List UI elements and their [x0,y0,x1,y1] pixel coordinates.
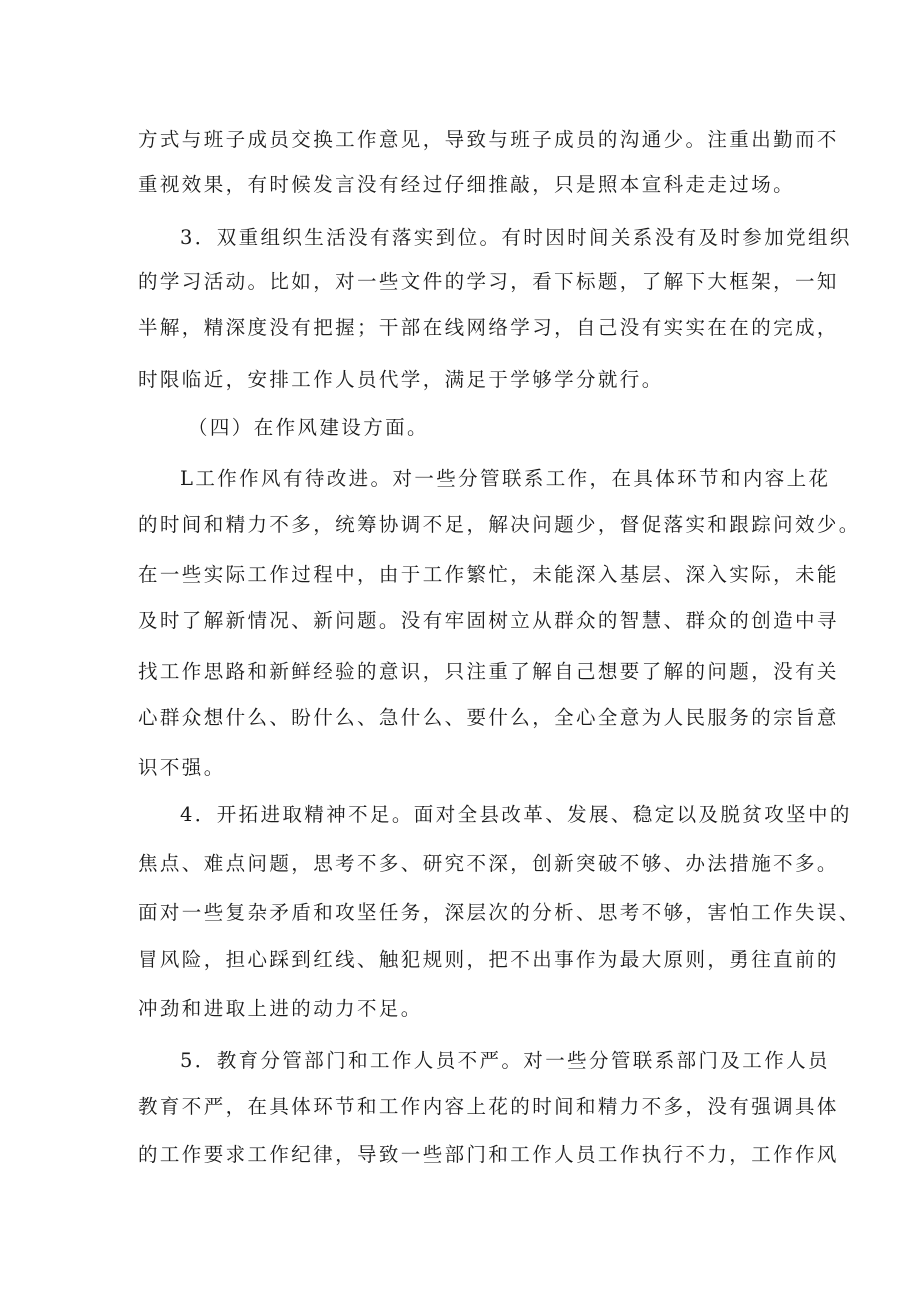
text-line: 方式与班子成员交换工作意见，导致与班子成员的沟通少。注重出勤而不 [138,128,839,151]
text-line: 的工作要求工作纪律，导致一些部门和工作人员工作执行不力，工作作风 [138,1143,839,1166]
text-line: 面对一些复杂矛盾和攻坚任务，深层次的分析、思考不够，害怕工作失误、 [138,901,861,924]
section-heading: （四）在作风建设方面。 [188,416,429,439]
text-line: 时限临近，安排工作人员代学，满足于学够学分就行。 [138,368,664,391]
text-line: 焦点、难点问题，思考不多、研究不深，创新突破不够、办法措施不多。 [138,852,839,875]
paragraph-4-start: 4．开拓进取精神不足。面对全县改革、发展、稳定以及脱贫攻坚中的 [180,803,852,826]
text-line: 重视效果，有时候发言没有经过仔细推敲，只是照本宣科走走过场。 [138,173,796,196]
paragraph-1-start: L工作作风有待改进。对一些分管联系工作，在具体环节和内容上花 [180,467,831,490]
text-line: 及时了解新情况、新问题。没有牢固树立从群众的智慧、群众的创造中寻 [138,609,839,632]
text-line: 教育不严，在具体环节和工作内容上花的时间和精力不多，没有强调具体 [138,1095,839,1118]
text-line: 冲劲和进取上进的动力不足。 [138,997,423,1020]
text-line: 的学习活动。比如，对一些文件的学习，看下标题，了解下大框架，一知 [138,270,839,293]
text-line: 在一些实际工作过程中，由于工作繁忙，未能深入基层、深入实际，未能 [138,563,839,586]
paragraph-3-start: 3．双重组织生活没有落实到位。有时因时间关系没有及时参加党组织 [180,226,852,249]
text-line: 的时间和精力不多，统筹协调不足，解决问题少，督促落实和跟踪问效少。 [138,513,861,536]
text-line: 半解，精深度没有把握；干部在线网络学习，自己没有实实在在的完成， [138,316,839,339]
text-line: 识不强。 [138,756,226,779]
text-line: 找工作思路和新鲜经验的意识，只注重了解自己想要了解的问题，没有关 [138,660,839,683]
paragraph-5-start: 5．教育分管部门和工作人员不严。对一些分管联系部门及工作人员 [180,1049,830,1072]
text-line: 心群众想什么、盼什么、急什么、要什么，全心全意为人民服务的宗旨意 [138,706,839,729]
text-line: 冒风险，担心踩到红线、触犯规则，把不出事作为最大原则，勇往直前的 [138,948,839,971]
